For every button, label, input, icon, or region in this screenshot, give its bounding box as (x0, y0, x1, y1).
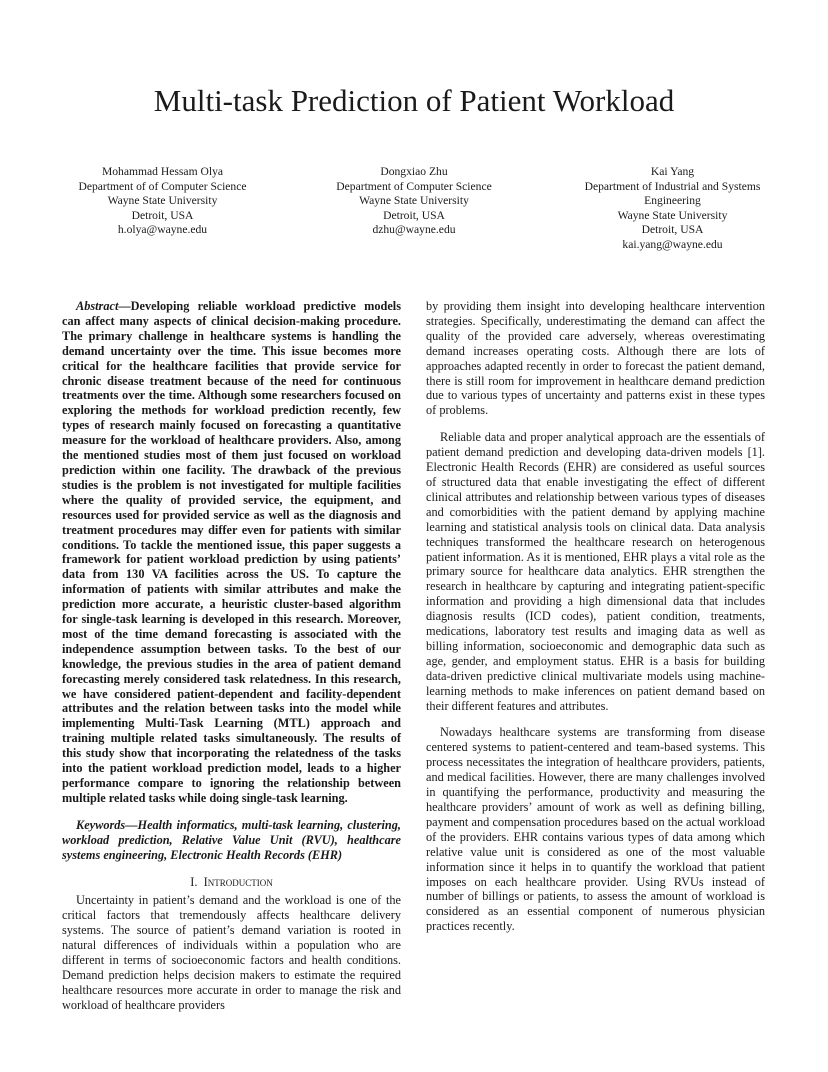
paper-title: Multi-task Prediction of Patient Workload (153, 83, 675, 118)
intro-paragraph: Uncertainty in patient’s demand and the workload is one of the critical factors that tremendously affects healthcare delivery systems. The source of patient’s demand variation is rooted in natural differences of individuals within a population who are different in terms of socioeconomic factors and health conditions. Demand prediction helps decision makers to estimate the required healthcare resources more accurate in order to manage the risk and workload of healthcare providers (62, 893, 401, 1012)
keywords (62, 818, 401, 863)
author-department: Department of Computer Science (336, 179, 492, 193)
author-email: dzhu@wayne.edu (372, 223, 456, 237)
author-city: Detroit, USA (131, 208, 194, 222)
author-department: Department of Industrial and Systems (584, 179, 761, 193)
author-block-3 (560, 165, 785, 253)
body-paragraph: Reliable data and proper analytical approach are the essentials of patient demand prediction and developing data-driven models [1]. Electronic Health Records (EHR) are considered as useful sources of structured data that enable investigating the effect of different clinical attributes and relationship between various types of diseases and comorbidities with the patient demand by applying machine learning and statistical analysis tools on clinical data. Data analysis techniques transformed the healthcare research on heterogenous patient information. As it is mentioned, EHR plays a vital role as the primary source for healthcare data analytics. EHR strengthen the research in healthcare by capturing and integrating patient-specific information and providing a high dimensional data that includes diagnosis results (ICD codes), patient condition, treatments, medications, laboratory test results and imaging data as well as billing information, socioeconomic and demographic data such as age, gender, and employment status. EHR is a basis for building data-driven predictive clinical multivariate models using machine-learning methods to make inferences on patient demand based on their different features and attributes. (426, 430, 765, 713)
section-title: Introduction (203, 874, 273, 889)
author-block-1 (60, 165, 265, 238)
section-heading (62, 875, 401, 890)
author-university: Wayne State University (107, 194, 218, 208)
section-number: I. (190, 874, 198, 889)
abstract-text: Developing reliable workload predictive models can affect many aspects of clinical decision-making procedure. The primary challenge in healthcare systems is handling the demand uncertainty over the time. This issue becomes more critical for the healthcare facilities that provide service for chronic disease treatment because of the need for continuous treatments over the time. Although some researchers focused on exploring the methods for workload prediction recently, few types of research mainly focused on forecasting a quantitative measure for the workload of healthcare providers. Also, among the mentioned studies most of them just focused on workload prediction within one facility. The drawback of the previous studies is the problem is not investigated for multiple facilities where the quality of provided service, the equipment, and resources used for provided service as well as the diagnosis and treatment procedures may differ even for patients with similar conditions. To tackle the mentioned issue, this paper suggests a framework for patient workload prediction by using patients’ data from 130 VA facilities across the US. To capture the information of patients with similar attributes and make the prediction more accurate, a heuristic cluster-based algorithm for single-task learning is developed in this research. Moreover, most of the time demand forecasting is associated with the independence assumption between tasks. To the best of our knowledge, the previous studies in the area of patient demand forecasting merely considered task relatedness. In this research, we have considered patient-dependent and facility-dependent attributes and the relation between tasks into the model while implementing Multi-Task Learning (MTL) approach and training multiple related tasks simultaneously. The results of this study show that incorporating the relatedness of the tasks into the patient workload prediction model, leads to a higher performance compare to ignoring the relationship between multiple related tasks while doing single-task learning. (62, 299, 401, 805)
author-name: Kai Yang (650, 165, 695, 178)
abstract-dash: — (118, 299, 131, 313)
author-city: Detroit, USA (641, 223, 704, 237)
author-email: kai.yang@wayne.edu (622, 237, 723, 251)
keywords-text: Health informatics, multi-task learning, clustering, workload prediction, Relative Value Unit (RVU), healthcare systems engineering, Electronic Health Records (EHR) (62, 817, 401, 862)
abstract (62, 299, 401, 806)
left-column (62, 299, 401, 1025)
keywords-dash: — (125, 817, 138, 832)
author-email: h.olya@wayne.edu (117, 223, 208, 237)
keywords-label: Keywords (76, 817, 126, 832)
author-block-2 (312, 165, 516, 238)
body-paragraph: Nowadays healthcare systems are transforming from disease centered systems to patient-centered and team-based systems. This process necessitates the integration of healthcare providers, patients, and medical facilities. However, there are many challenges involved in quantifying the performance, productivity and measuring the healthcare providers’ amount of work as well as defining billing, payment and compensation procedures based on the actual workload of the providers. EHR contains various types of data among which relative value unit is considered as one of the most valuable information since it helps in to quantify the workload that patient imposes on each healthcare provider. Using RVUs instead of number of billings or patients, to assess the amount of workload is considered as an essential component of numerous physician practices recently. (426, 725, 765, 934)
author-name: Dongxiao Zhu (380, 165, 448, 178)
author-university: Wayne State University (359, 194, 469, 208)
author-department-line2: Engineering (644, 194, 701, 208)
author-city: Detroit, USA (383, 208, 445, 222)
author-university: Wayne State University (617, 208, 728, 222)
author-name: Mohammad Hessam Olya (101, 165, 224, 178)
abstract-label: Abstract (76, 299, 119, 313)
author-department: Department of of Computer Science (78, 179, 247, 193)
right-column (426, 299, 765, 946)
body-paragraph-continued: by providing them insight into developing healthcare intervention strategies. Specifically, underestimating the demand can affect the quality of the provided care adversely, whereas overestimating demand increases operating costs. Although there are lots of approaches adapted recently in order to forecast the patient demand, there is still room for improvement in healthcare demand prediction due to various types of uncertainty and patterns exist in these types of problems. (426, 299, 765, 418)
